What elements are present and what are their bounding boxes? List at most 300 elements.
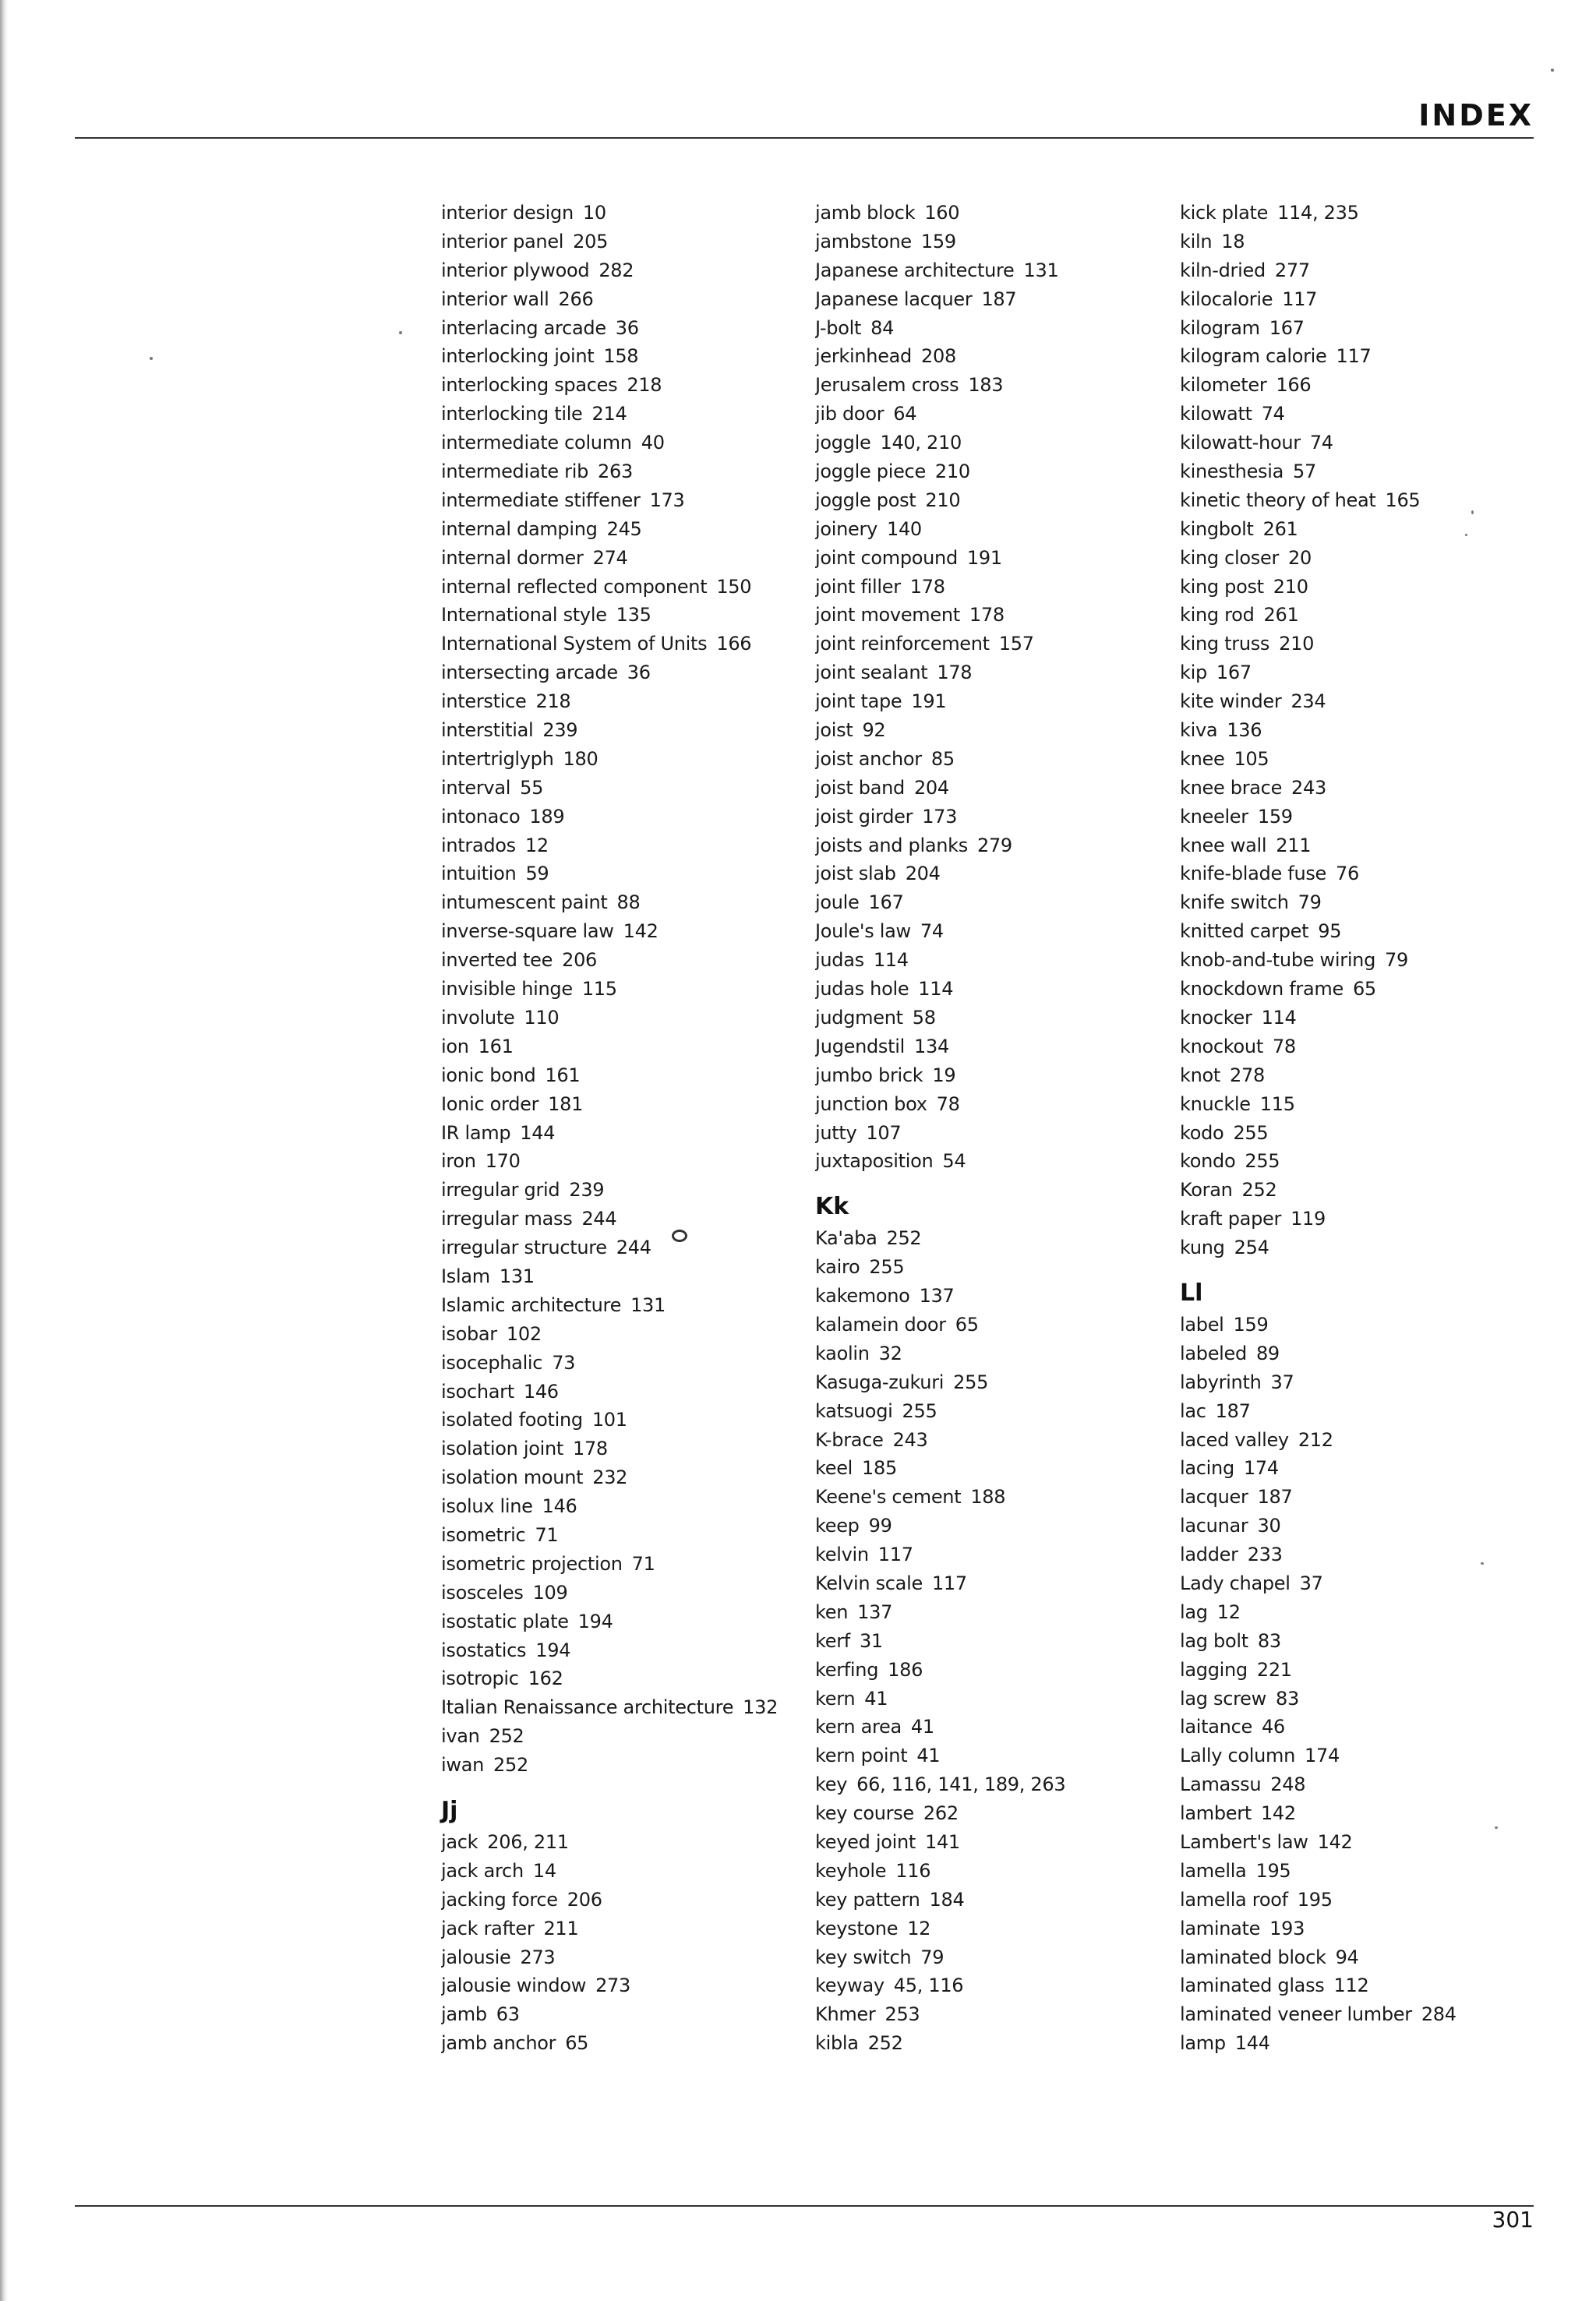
index-page-refs: 59	[525, 863, 549, 885]
index-column-2	[815, 199, 1174, 2058]
index-page-refs: 244	[616, 1237, 651, 1259]
index-page-refs: 41	[916, 1745, 941, 1767]
index-entry	[441, 573, 800, 602]
index-term: lagging	[1180, 1658, 1248, 1681]
index-term: kondo	[1180, 1150, 1236, 1173]
index-page-refs: 114, 235	[1277, 202, 1359, 224]
index-term: king rod	[1180, 604, 1255, 626]
index-entry	[441, 1636, 800, 1665]
index-page-refs: 150	[716, 575, 752, 598]
index-term: joinery	[815, 517, 877, 540]
index-page-refs: 94	[1335, 1946, 1359, 1968]
index-term: International System of Units	[441, 633, 708, 655]
index-page-refs: 178	[969, 604, 1005, 626]
section-gap	[815, 1176, 1174, 1190]
index-page-refs: 74	[1309, 432, 1333, 454]
index-page-refs: 206, 211	[487, 1830, 569, 1853]
index-entry	[815, 888, 1174, 917]
index-page-refs: 88	[616, 891, 641, 914]
index-entry	[815, 256, 1174, 285]
index-term: kraft paper	[1180, 1208, 1282, 1230]
index-page-refs: 110	[524, 1006, 560, 1029]
index-page-refs: 36	[627, 662, 651, 684]
index-page-refs: 74	[920, 920, 944, 943]
index-term: ivan	[441, 1725, 480, 1748]
index-page-refs: 210	[1279, 633, 1315, 655]
index-entry	[815, 1090, 1174, 1119]
index-entry	[441, 1521, 800, 1550]
index-page-refs: 31	[859, 1629, 883, 1652]
index-page-refs: 14	[532, 1859, 556, 1882]
index-entry	[1180, 1090, 1538, 1119]
index-term: kung	[1180, 1237, 1225, 1259]
index-term: kiln-dried	[1180, 259, 1266, 281]
index-entry	[1180, 687, 1538, 716]
index-entry	[815, 457, 1174, 486]
index-entry	[441, 1061, 800, 1090]
index-page-refs: 74	[1261, 403, 1285, 425]
index-term: Lady chapel	[1180, 1572, 1291, 1594]
index-entry	[1180, 1685, 1538, 1713]
index-entry	[1180, 888, 1538, 917]
index-term: International style	[441, 604, 607, 626]
index-entry	[815, 1828, 1174, 1857]
index-page-refs: 218	[535, 690, 571, 713]
index-term: juxtaposition	[815, 1150, 934, 1173]
index-term: invisible hinge	[441, 978, 573, 1001]
index-term: kip	[1180, 662, 1207, 684]
index-entry	[1180, 314, 1538, 343]
index-entry	[815, 515, 1174, 544]
index-entry	[815, 1742, 1174, 1770]
index-page-refs: 37	[1270, 1371, 1294, 1393]
index-page-refs: 205	[573, 230, 609, 252]
index-entry	[1180, 1512, 1538, 1540]
index-entry	[441, 658, 800, 687]
index-entry	[441, 1406, 800, 1435]
index-entry	[815, 1397, 1174, 1426]
index-entry	[441, 486, 800, 515]
index-page-refs: 204	[905, 863, 941, 885]
index-term: interstitial	[441, 719, 534, 742]
index-entry	[815, 1282, 1174, 1311]
index-page-refs: 65	[565, 2032, 589, 2055]
index-term: katsuogi	[815, 1399, 893, 1422]
index-page-refs: 79	[1385, 949, 1408, 972]
index-page-refs: 64	[893, 403, 917, 425]
index-entry	[815, 803, 1174, 831]
index-page-refs: 114	[873, 949, 909, 972]
index-entry	[815, 1598, 1174, 1627]
index-term: kilowatt-hour	[1180, 432, 1301, 454]
index-entry	[441, 859, 800, 888]
index-page-refs: 243	[1291, 776, 1326, 799]
index-entry	[441, 1147, 800, 1176]
index-term: ionic bond	[441, 1064, 536, 1086]
index-entry	[441, 228, 800, 256]
index-term: laitance	[1180, 1716, 1252, 1738]
index-page-refs: 255	[1245, 1150, 1280, 1173]
index-page-refs: 191	[911, 690, 947, 713]
index-term: lag	[1180, 1600, 1208, 1623]
index-term: kerf	[815, 1629, 850, 1652]
index-entry	[815, 486, 1174, 515]
index-entry	[441, 1550, 800, 1579]
index-page-refs: 252	[886, 1227, 922, 1250]
index-entry	[1180, 1971, 1538, 2000]
index-page-refs: 279	[976, 834, 1012, 856]
index-term: isochart	[441, 1380, 514, 1403]
index-page-refs: 102	[506, 1322, 542, 1345]
index-page-refs: 185	[862, 1457, 897, 1480]
index-entry	[441, 946, 800, 975]
index-page-refs: 105	[1234, 747, 1269, 770]
index-page-refs: 262	[923, 1802, 959, 1825]
index-term: isolated footing	[441, 1409, 583, 1431]
index-page-refs: 18	[1221, 230, 1245, 252]
index-page-refs: 239	[569, 1179, 605, 1202]
index-page-refs: 195	[1255, 1859, 1291, 1882]
index-term: interior plywood	[441, 259, 590, 281]
index-entry	[1180, 573, 1538, 602]
index-term: laminated veneer lumber	[1180, 2003, 1412, 2026]
index-term: lag bolt	[1180, 1629, 1248, 1652]
index-page-refs: 12	[1216, 1600, 1241, 1623]
index-entry	[815, 1454, 1174, 1483]
speck	[1481, 1562, 1484, 1565]
index-entry	[815, 1943, 1174, 1972]
letter-heading: Jj	[441, 1796, 458, 1824]
index-entry	[1180, 1598, 1538, 1627]
index-entry	[1180, 285, 1538, 314]
index-page-refs: 255	[1233, 1121, 1269, 1144]
index-term: interstice	[441, 690, 527, 713]
index-term: jumbo brick	[815, 1064, 923, 1086]
index-page-refs: 191	[966, 546, 1002, 569]
index-entry	[441, 831, 800, 860]
index-entry	[441, 1857, 800, 1886]
index-term: kingbolt	[1180, 517, 1254, 540]
index-term: interval	[441, 776, 511, 799]
index-entry	[441, 457, 800, 486]
index-column-1	[441, 199, 800, 2058]
index-term: intrados	[441, 834, 516, 856]
speck	[1465, 534, 1467, 536]
index-entry	[1180, 228, 1538, 256]
index-page-refs: 166	[716, 633, 752, 655]
index-entry	[1180, 1540, 1538, 1569]
index-entry	[815, 314, 1174, 343]
index-term: isometric	[441, 1523, 526, 1546]
index-page-refs: 142	[623, 920, 659, 943]
index-page-refs: 277	[1274, 259, 1310, 281]
index-page-refs: 187	[1257, 1486, 1293, 1509]
index-entry	[1180, 1857, 1538, 1886]
index-entry	[441, 1828, 800, 1857]
index-term: kern area	[815, 1716, 902, 1738]
index-entry	[1180, 256, 1538, 285]
index-page-refs: 187	[981, 288, 1017, 310]
index-entry	[815, 1915, 1174, 1943]
index-term: label	[1180, 1313, 1224, 1336]
index-term: lacunar	[1180, 1515, 1248, 1537]
index-page-refs: 40	[641, 432, 665, 454]
index-page-refs: 187	[1215, 1399, 1251, 1422]
index-page-refs: 131	[499, 1265, 535, 1287]
index-term: kakemono	[815, 1285, 910, 1308]
index-entry	[441, 1176, 800, 1205]
index-term: jib door	[815, 403, 885, 425]
index-page-refs: 117	[877, 1544, 913, 1566]
speck	[150, 357, 153, 360]
index-entry	[815, 658, 1174, 687]
index-entry	[441, 1119, 800, 1148]
index-term: knot	[1180, 1064, 1221, 1086]
index-page-refs: 117	[931, 1572, 967, 1594]
index-term: jerkinhead	[815, 345, 912, 368]
index-entry	[1180, 1915, 1538, 1943]
index-page-refs: 20	[1288, 546, 1312, 569]
index-term: lambert	[1180, 1802, 1252, 1825]
index-entry	[441, 1378, 800, 1406]
index-page-refs: 114	[918, 978, 954, 1001]
index-page-refs: 252	[867, 2032, 903, 2055]
index-page-refs: 195	[1297, 1888, 1333, 1911]
index-term: kalamein door	[815, 1313, 946, 1336]
index-term: keyed joint	[815, 1830, 916, 1853]
index-page-refs: 65	[1352, 978, 1376, 1001]
index-term: Kelvin scale	[815, 1572, 923, 1594]
index-page-refs: 109	[532, 1581, 568, 1604]
index-term: labeled	[1180, 1342, 1247, 1364]
index-term: knockout	[1180, 1035, 1263, 1057]
index-term: king post	[1180, 575, 1264, 598]
index-entry	[441, 515, 800, 544]
index-term: isobar	[441, 1322, 497, 1345]
index-entry	[815, 342, 1174, 371]
index-entry	[1180, 400, 1538, 429]
index-entry	[441, 803, 800, 831]
index-entry	[1180, 1032, 1538, 1061]
index-entry	[441, 285, 800, 314]
index-entry	[441, 2000, 800, 2029]
index-entry	[815, 1799, 1174, 1828]
index-entry	[1180, 803, 1538, 831]
index-entry	[815, 975, 1174, 1004]
index-term: interlocking spaces	[441, 374, 618, 397]
index-term: lag screw	[1180, 1687, 1266, 1710]
index-entry	[815, 199, 1174, 228]
index-entry	[1180, 1311, 1538, 1339]
index-entry	[441, 256, 800, 285]
index-term: isolation joint	[441, 1438, 563, 1460]
index-page-refs: 107	[866, 1121, 902, 1144]
index-entry	[441, 1579, 800, 1608]
index-term: kinesthesia	[1180, 461, 1284, 483]
index-term: isotropic	[441, 1668, 519, 1690]
index-term: isostatics	[441, 1639, 527, 1661]
index-term: knee	[1180, 747, 1225, 770]
footer-rule	[75, 2205, 1534, 2207]
letter-heading: Kk	[815, 1193, 849, 1221]
index-page-refs: 189	[529, 805, 565, 828]
index-page-refs: 266	[558, 288, 594, 310]
index-page-refs: 161	[478, 1035, 514, 1057]
index-term: kilowatt	[1180, 403, 1252, 425]
index-entry	[441, 1693, 800, 1722]
index-term: joint compound	[815, 546, 958, 569]
index-page-refs: 232	[592, 1466, 628, 1489]
index-page-refs: 57	[1293, 461, 1316, 483]
index-entry	[1180, 601, 1538, 630]
index-page-refs: 234	[1291, 690, 1326, 713]
index-page-refs: 117	[1336, 345, 1372, 368]
index-term: joists and planks	[815, 834, 968, 856]
index-page-refs: 252	[493, 1754, 528, 1777]
index-entry	[815, 1119, 1174, 1148]
index-entry	[1180, 917, 1538, 946]
index-term: keyhole	[815, 1859, 887, 1882]
index-page-refs: 135	[616, 604, 651, 626]
index-entry	[815, 1857, 1174, 1886]
index-page-refs: 243	[892, 1428, 928, 1451]
index-page-refs: 210	[1273, 575, 1308, 598]
index-entry	[815, 687, 1174, 716]
index-term: ion	[441, 1035, 469, 1057]
index-term: interior wall	[441, 288, 549, 310]
index-entry	[441, 1943, 800, 1972]
index-entry	[1180, 1176, 1538, 1205]
index-page-refs: 63	[496, 2003, 520, 2026]
index-page-refs: 274	[592, 546, 628, 569]
index-page-refs: 180	[563, 747, 598, 770]
index-term: kneeler	[1180, 805, 1248, 828]
index-page-refs: 245	[606, 517, 642, 540]
index-term: lamella	[1180, 1859, 1247, 1882]
index-page-refs: 137	[857, 1600, 893, 1623]
index-page-refs: 165	[1385, 489, 1421, 511]
index-page-refs: 178	[909, 575, 945, 598]
index-entry	[1180, 1397, 1538, 1426]
index-term: knuckle	[1180, 1092, 1251, 1115]
index-term: knife switch	[1180, 891, 1289, 914]
index-entry	[1180, 371, 1538, 400]
index-page-refs: 212	[1298, 1428, 1333, 1451]
index-term: Ka'aba	[815, 1227, 877, 1250]
index-page-refs: 167	[868, 891, 904, 914]
index-entry	[1180, 946, 1538, 975]
index-term: isosceles	[441, 1581, 524, 1604]
index-entry	[1180, 429, 1538, 457]
index-term: knee brace	[1180, 776, 1283, 799]
index-term: keystone	[815, 1917, 899, 1939]
index-page-refs: 12	[524, 834, 549, 856]
index-page-refs: 144	[520, 1121, 556, 1144]
index-page-refs: 206	[567, 1888, 602, 1911]
index-term: Italian Renaissance architecture	[441, 1696, 734, 1719]
index-entry	[441, 1664, 800, 1693]
index-term: kelvin	[815, 1544, 869, 1566]
index-term: jalousie window	[441, 1975, 587, 1997]
index-page-refs: 140	[886, 517, 922, 540]
index-entry	[815, 1569, 1174, 1598]
index-page-refs: 181	[548, 1092, 584, 1115]
index-term: kiln	[1180, 230, 1213, 252]
index-entry	[1180, 457, 1538, 486]
index-page-refs: 12	[907, 1917, 931, 1939]
index-term: lac	[1180, 1399, 1206, 1422]
index-term: intonaco	[441, 805, 521, 828]
index-page-refs: 273	[520, 1946, 556, 1968]
index-entry	[1180, 630, 1538, 658]
index-term: key	[815, 1773, 848, 1796]
index-entry	[815, 1253, 1174, 1282]
index-term: jambstone	[815, 230, 912, 252]
index-term: Japanese architecture	[815, 259, 1015, 281]
index-entry	[1180, 975, 1538, 1004]
speck	[1471, 510, 1474, 514]
index-page-refs: 101	[591, 1409, 627, 1431]
index-entry	[815, 429, 1174, 457]
index-term: keep	[815, 1515, 860, 1537]
index-page-refs: 99	[868, 1515, 892, 1537]
index-term: keyway	[815, 1975, 885, 1997]
index-page-refs: 131	[1023, 259, 1059, 281]
index-term: kerfing	[815, 1658, 879, 1681]
index-term: knocker	[1180, 1006, 1252, 1029]
index-page-refs: 161	[545, 1064, 581, 1086]
index-term: J-bolt	[815, 316, 862, 339]
index-entry	[815, 1339, 1174, 1368]
index-entry	[815, 2000, 1174, 2029]
index-entry	[441, 371, 800, 400]
index-term: kick plate	[1180, 202, 1269, 224]
index-entry	[441, 774, 800, 803]
index-entry	[815, 1886, 1174, 1915]
index-entry	[815, 946, 1174, 975]
index-entry	[815, 716, 1174, 745]
index-entry	[441, 2029, 800, 2058]
index-entry	[441, 1090, 800, 1119]
index-entry	[1180, 859, 1538, 888]
index-entry	[815, 1004, 1174, 1032]
index-page-refs: 146	[542, 1495, 577, 1518]
index-term: K-brace	[815, 1428, 884, 1451]
index-page-refs: 174	[1243, 1457, 1279, 1480]
index-term: junction box	[815, 1092, 927, 1115]
header-rule	[75, 137, 1534, 139]
index-page-refs: 36	[615, 316, 639, 339]
index-entry	[441, 716, 800, 745]
index-term: involute	[441, 1006, 515, 1029]
index-page-refs: 158	[603, 345, 639, 368]
index-page-refs: 116	[895, 1859, 931, 1882]
index-page-refs: 45, 116	[893, 1975, 964, 1997]
index-page-refs: 186	[888, 1658, 923, 1681]
index-page-refs: 173	[649, 489, 685, 511]
index-term: king closer	[1180, 546, 1280, 569]
index-entry	[441, 1291, 800, 1320]
index-term: intersecting arcade	[441, 662, 618, 684]
index-page-refs: 282	[598, 259, 634, 281]
index-page-refs: 211	[543, 1917, 579, 1939]
index-entry	[441, 1262, 800, 1291]
index-entry	[815, 1311, 1174, 1339]
index-entry	[815, 1713, 1174, 1742]
index-page-refs: 119	[1291, 1208, 1326, 1230]
index-page-refs: 115	[581, 978, 617, 1001]
index-term: intermediate rib	[441, 461, 589, 483]
